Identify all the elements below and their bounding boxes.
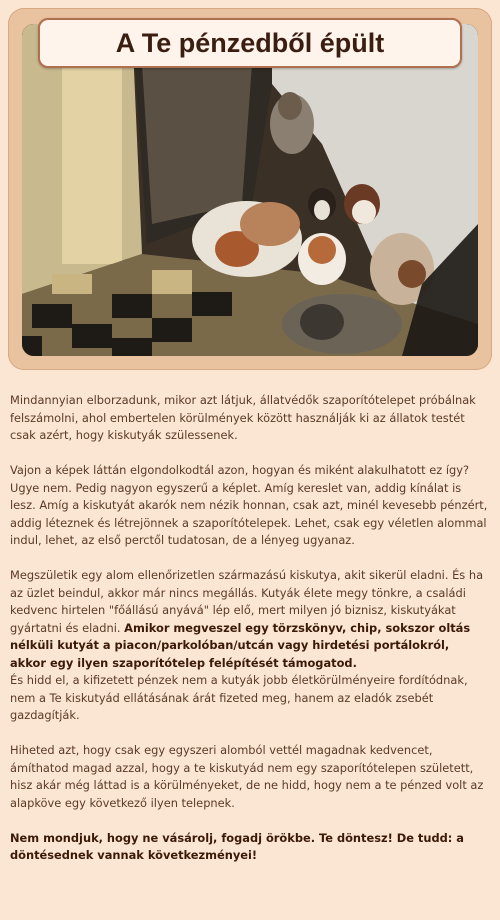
dogs-photo (22, 24, 478, 356)
paragraph-3-text: Megszületik egy alom ellenőrizetlen származású kiskutya, akit sikerül eladni. És ha az üzlet beindul, akkor már nincs megállás. Kutyák élete megy tönkre, a családi kedvenc hirtelen "főállású anyává" lép elő, mert milyen jó biznisz, kiskutyákat gyártatni és eladni. (10, 568, 484, 635)
article-body (10, 392, 488, 882)
paragraph-5: Hiheted azt, hogy csak egy egyszeri alomból vettél magadnak kedvencet, ámíthatod magad azzal, hogy a te kiskutyád nem egy szaporítótelepen született, hisz akár még láttad is a körülményeket, de ne hidd, hogy nem a te pénzed volt az alapköve egy következő ilyen telepnek. (10, 743, 484, 810)
closing-statement: Nem mondjuk, hogy ne vásárolj, fogadj örökbe. Te döntesz! De tudd: a döntésednek vannak következményei! (10, 830, 464, 862)
paragraph-3-highlight: Amikor megveszel egy törzskönyv, chip, sokszor oltás nélküli kutyát a piacon/parkolóban/utcán vagy hirdetési portálokról, akkor egy ilyen szaporítótelep felépítését támogatod. (10, 620, 471, 670)
paragraph-2: Vajon a képek láttán elgondolkodtál azon, hogyan és miként alakulhatott ez így? Ugye nem. Pedig nagyon egyszerű a képlet. Amíg kereslet van, addig kínálat is lesz. Amíg a kiskutyát akarók nem nézik honnan, csak azt, minél kevesebb pénzért, addig léteznek és létrejönnek a szaporítótelepek. Lehet, csak egy véletlen alommal indul, lehet, az első perctől tudatosan, de a lényeg ugyanaz. (10, 463, 488, 547)
paragraph-3 (10, 567, 488, 672)
page-title: A Te pénzedből épült (115, 27, 385, 58)
paragraph-4: És hidd el, a kifizetett pénzek nem a kutyák jobb életkörülményeire fordítódnak, nem a Te kiskutyád ellátásának árát fizeted meg, hanem az eladók zsebét gazdagítják. (10, 673, 468, 722)
title-banner (38, 18, 462, 68)
paragraph-6 (10, 830, 488, 865)
paragraph-1: Mindannyian elborzadunk, mikor azt látjuk, állatvédők szaporítótelepet próbálnak felszámolni, ahol embertelen körülmények között használják ki az állatok testét csak azért, hogy kiskutyák szülessenek. (10, 393, 476, 442)
